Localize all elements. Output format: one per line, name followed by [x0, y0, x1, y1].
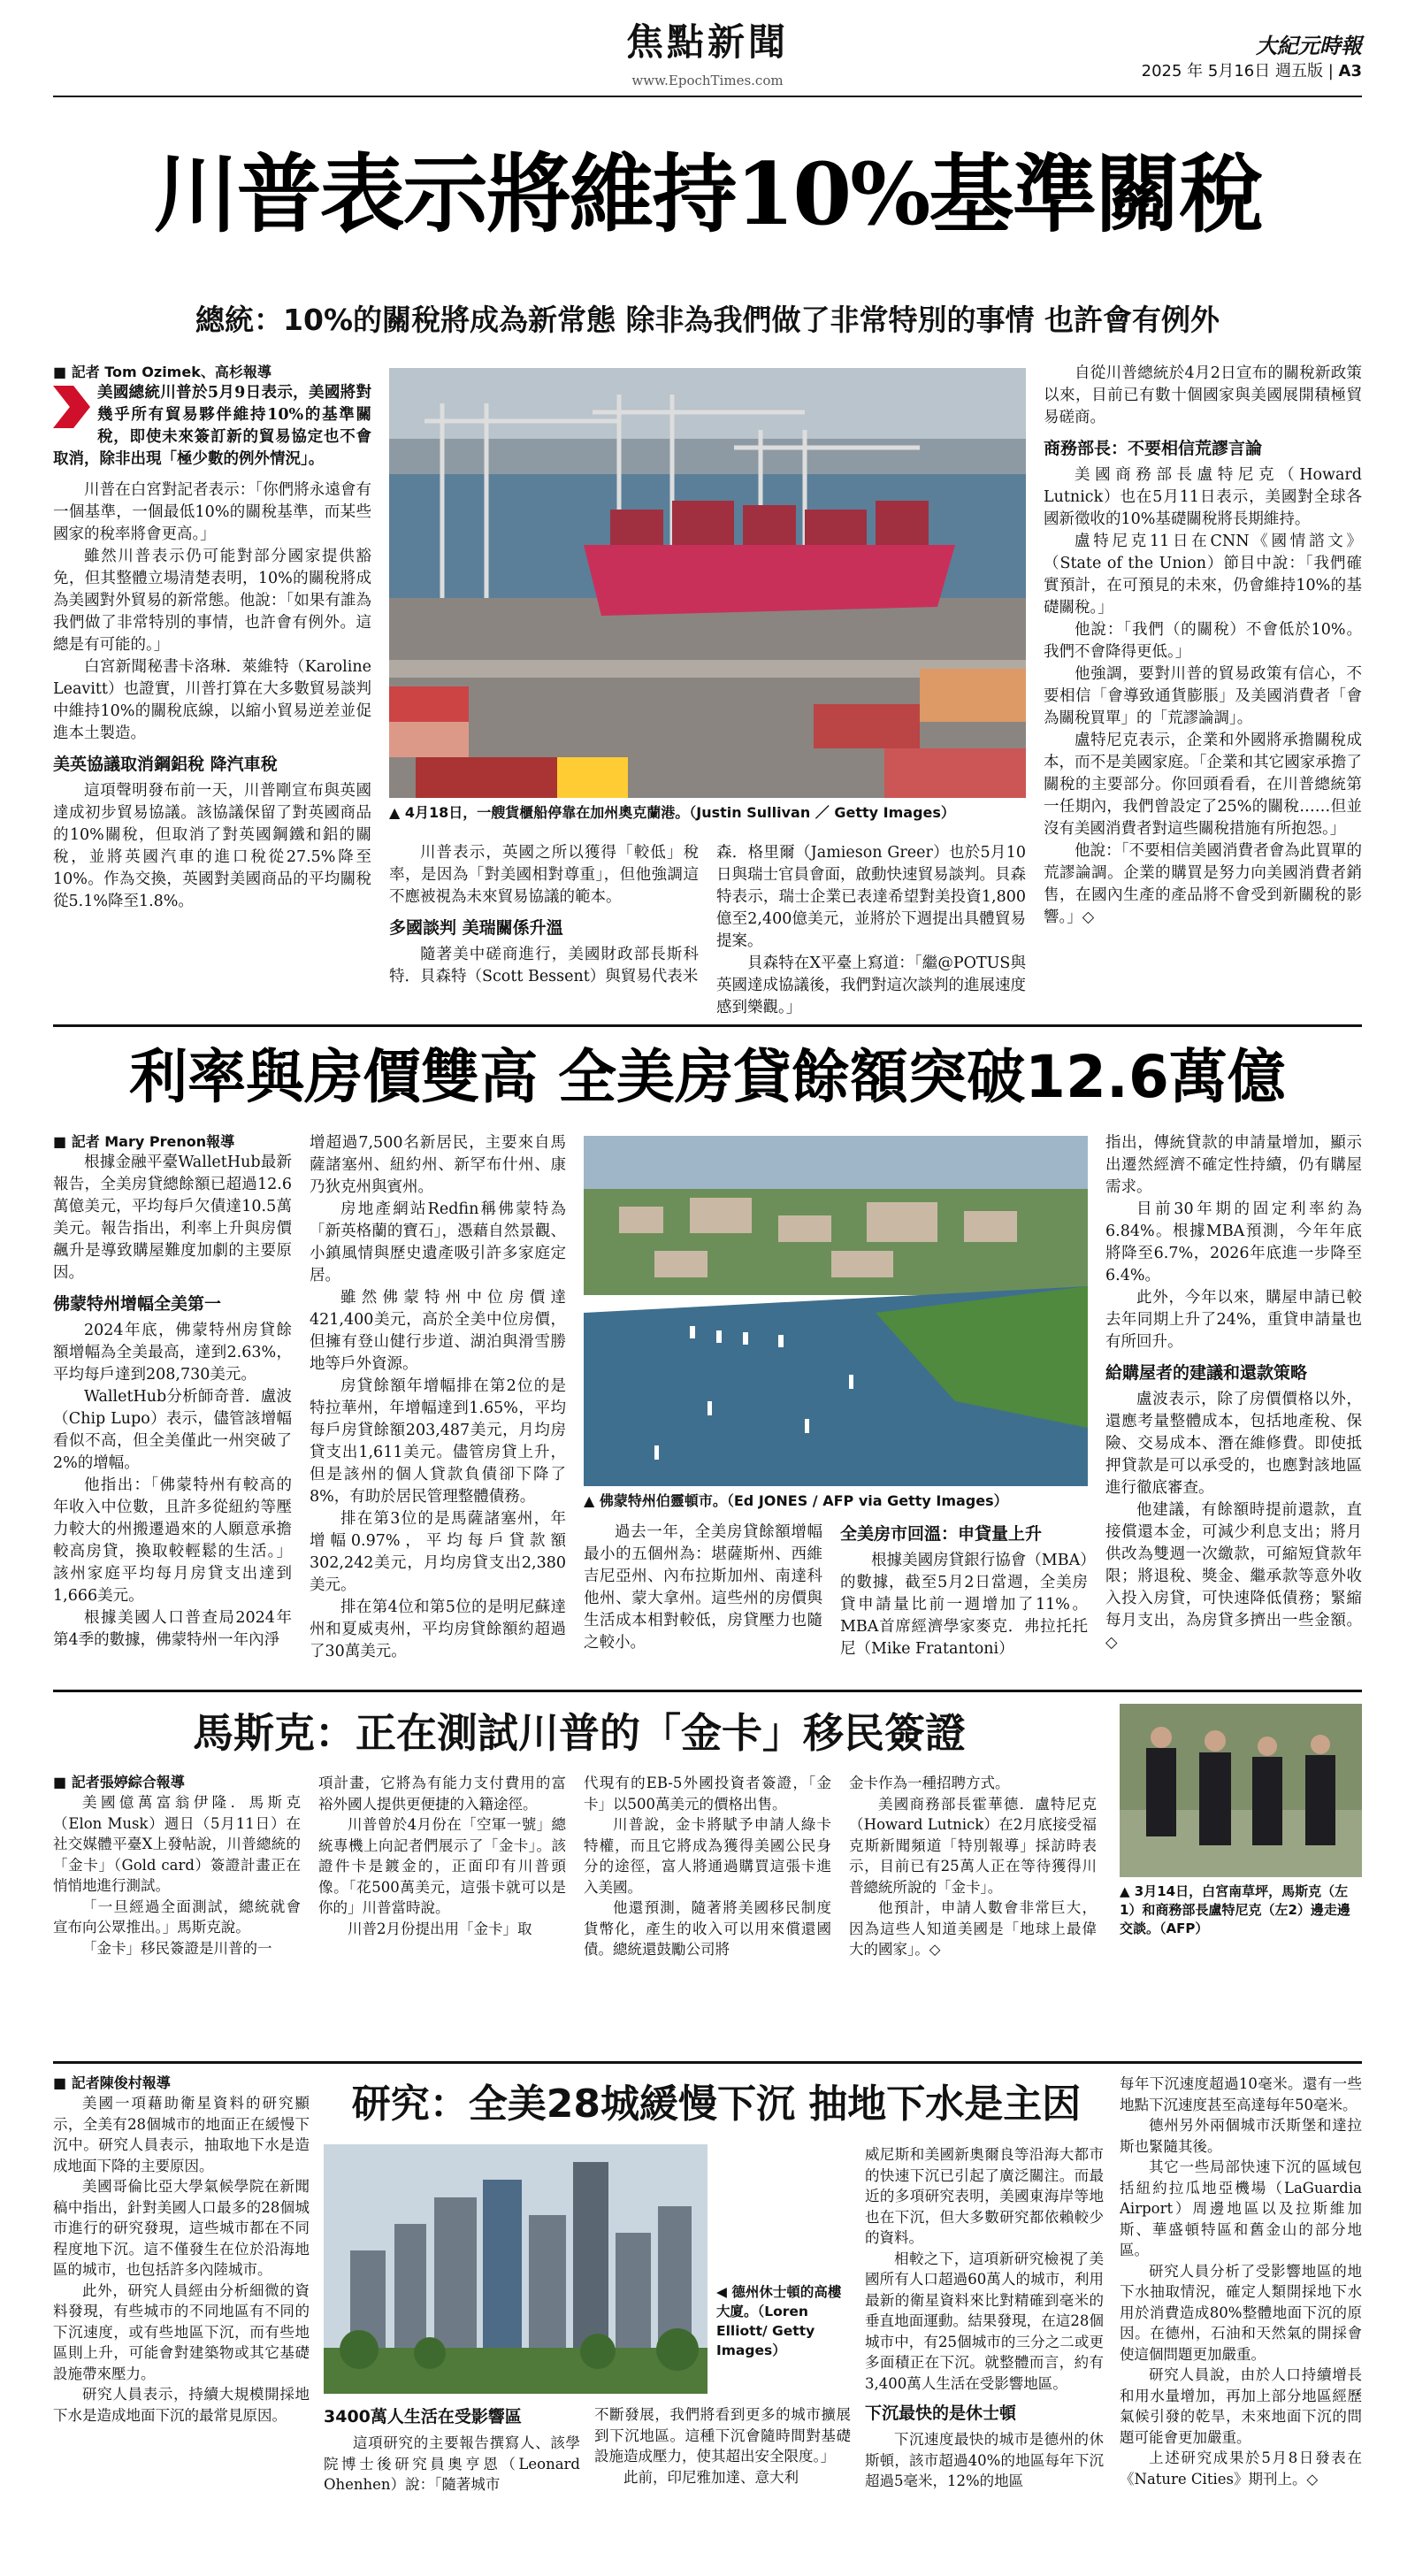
a1-p7: 貝森特在X平臺上寫道：「繼@POTUS與英國達成協議後，我們對這次談判的進展速度感到樂觀。」: [716, 954, 1026, 1016]
a4-byline: ■ 記者陳俊村報導: [53, 2074, 310, 2093]
a2-p3: WalletHub分析師奇普．盧波（Chip Lupo）表示，儘管該增幅看似不高，但全美僅此一州突破了2%的增幅。: [53, 1388, 292, 1472]
a3-col3: [584, 1773, 831, 2056]
a2-p7: 雖然佛蒙特州中位房價達421,400美元，高於全美中位房價，但擁有登山健行步道、湖泊與滑雪勝地等戶外資源。: [310, 1289, 566, 1373]
a3-p5b: 代現有的EB-5外國投資者簽證，「金卡」以500萬美元的價格出售。: [584, 1775, 831, 1813]
a2-p1: 根據金融平臺WalletHub最新報告，全美房貸總餘額已超過12.6萬億美元，平均每戶欠債達10.5萬美元。報告指出，利率上升與房價飆升是導致購屋難度加劇的主要原因。: [53, 1154, 292, 1282]
a2-p8: 房貸餘額年增幅排在第2位的是特拉華州，年增幅達到1.65%，平均每戶房貸餘額203,487美元，月均房貸支出1,611美元。儘管房貸上升，但是該州的個人貸款負債卻下降了8%，有助於居民管理整體債務。: [310, 1377, 566, 1506]
a3-photo-caption: ▲ 3月14日，白宮南草坪，馬斯克（左1）和商務部長盧特尼克（左2）邊走邊交談。（AFP）: [1120, 1883, 1350, 1936]
container-port-image: [389, 368, 1026, 798]
a2-p2: 2024年底，佛蒙特州房貸餘額增幅為全美最高，達到2.63%，平均每戶達到208,730美元。: [53, 1322, 292, 1384]
a4-col3: [594, 2404, 851, 2569]
a4-p1: 美國一項藉助衛星資料的研究顯示，全美有28個城市的地面正在緩慢下沉中。研究人員表示，抽取地下水是造成地面下降的主要原因。: [53, 2095, 310, 2174]
section-title: 焦點新聞: [625, 20, 789, 64]
a3-p3a: 「金卡」移民簽證是川普的一: [82, 1939, 272, 1957]
a3-p2: 「一旦經過全面測試，總統就會宣布向公眾推出。」馬斯克說。: [53, 1898, 301, 1936]
a2-p6: 房地產網站Redfin稱佛蒙特為「新英格蘭的寶石」，憑藉自然景觀、小鎮風情與歷史遺產吸引許多家庭定居。: [310, 1200, 566, 1284]
a2-byline: ■ 記者 Mary Prenon報導: [53, 1132, 292, 1152]
a2-subheading-1: 佛蒙特州增幅全美第一: [53, 1294, 222, 1314]
a2-p14: 此外，今年以來，購屋申請已較去年同期上升了24%，重貸申請量也有所回升。: [1105, 1289, 1362, 1351]
a2-p5b: 增超過7,500名新居民，主要來自馬薩諸塞州、紐約州、新罕布什州、康乃狄克州與賓州。: [310, 1134, 566, 1196]
aerial-town-image: [584, 1136, 1088, 1486]
a1-p12: 他強調，要對川普的貿易政策有信心，不要相信「會導致通貨膨脹」及美國消費者「會為關稅買單」的「荒謬論調」。: [1044, 665, 1362, 727]
a4-col5: [1120, 2074, 1362, 2569]
a2-p12a: 根據美國房貸銀行協會（MBA）的數據，截至5月2日當週，全美房貸申請量比前一週增加了11%。MBA首席經濟學家麥克．弗拉托托尼（Mike Fratantoni）: [840, 1552, 1088, 1658]
a4-photo-caption: ◀ 德州休士頓的高樓大廈。（Loren Elliott/ Getty Images）: [716, 2284, 842, 2358]
a1-p6b: 森．格里爾（Jamieson Greer）也於5月10日與瑞士官員會面，啟動快速貿易談判。貝森特表示，瑞士企業已表達希望對美投資1,800億至2,400億美元，並將於下週提出具體貿易提案。: [716, 844, 1026, 950]
page-number: A3: [1338, 62, 1362, 80]
a1-p3: 白宮新聞秘書卡洛琳．萊維特（Karoline Leavitt）也證實，川普打算在大多數貿易談判中維持10%的關稅底線，以縮小貿易逆差並促進本土製造。: [53, 658, 371, 742]
a2-p4: 他指出：「佛蒙特州有較高的年收入中位數，且許多從紐約等壓力較大的州搬遷過來的人願意承擔較高房貸，換取較輕鬆的生活。」該州家庭平均每月房貸支出達到1,666美元。: [53, 1476, 292, 1605]
a1-p13: 盧特尼克表示，企業和外國將承擔關稅成本，而不是美國家庭。「企業和其它國家承擔了關稅的主要部分。你回頭看看，在川普總統第一任期內，我們曾設定了25%的關稅……但並沒有美國消費者對這些關稅措施有所抱怨。」: [1044, 732, 1362, 838]
a2-col3: [584, 1522, 822, 1681]
a1-p14: 他說：「不要相信美國消費者會為此買單的荒謬論調。企業的購買是努力向美國消費者銷售，在國內生產的產品將不會受到新關稅的影響。」◇: [1044, 842, 1362, 926]
a1-col1: [53, 363, 371, 1017]
a2-photo-caption: ▲ 佛蒙特州伯靈頓市。（Ed JONES / AFP via Getty Images）: [584, 1492, 1008, 1509]
paper-logo: 大紀元時報: [1256, 33, 1362, 58]
a4-p6b: 威尼斯和美國新奧爾良等沿海大都市的快速下沉已引起了廣泛關注。而最近的多項研究表明，美國東海岸等地也在下沉，但大多數研究都依賴較少的資料。: [865, 2146, 1104, 2246]
a4-col2: [324, 2404, 580, 2569]
a1-p5: 川普表示，英國之所以獲得「較低」稅率，是因為「對美國相對尊重」，但他強調這不應被視為未來貿易協議的範本。: [389, 844, 699, 906]
a1-photo-port: [389, 368, 1026, 798]
a1-subheading-2: 多國談判 美瑞關係升溫: [389, 918, 563, 938]
a3-p3b: 項計畫，它將為有能力支付費用的富裕外國人提供更便捷的入籍途徑。: [318, 1775, 566, 1813]
a2-p11: 過去一年，全美房貸餘額增幅最小的五個州為：堪薩斯州、西維吉尼亞州、內布拉斯加州、南達科他州、蒙大拿州。這些州的房價與生活成本相對較低，房貸壓力也隨之較小。: [584, 1523, 822, 1652]
a4-p5a: 這項研究的主要報告撰寫人、該學院博士後研究員奧亨恩（Leonard Ohenhen）說：「隨著城市: [324, 2434, 580, 2493]
a3-p7b: 金卡作為一種招聘方式。: [849, 1775, 1010, 1791]
issue-date: 2025 年 5月16日 週五版: [1141, 62, 1323, 80]
a4-p9: 德州另外兩個城市沃斯堡和達拉斯也緊隨其後。: [1120, 2117, 1362, 2155]
a1-p9: 美國商務部長盧特尼克（Howard Lutnick）也在5月11日表示，美國對全球各國新徵收的10%基礎關稅將長期維持。: [1044, 466, 1362, 528]
header-rule: [53, 96, 1362, 97]
a3-p9: 他預計，申請人數會非常巨大，因為這些人知道美國是「地球上最偉大的國家」。◇: [849, 1899, 1097, 1958]
a1-subhead: 總統：10%的關稅將成為新常態 除非為我們做了非常特別的事情 也許會有例外: [195, 303, 1220, 337]
a2-headline: 利率與房價雙高 全美房貸餘額突破12.6萬億: [129, 1043, 1286, 1111]
date-separator: |: [1327, 62, 1339, 80]
a4-p4: 研究人員表示，持續大規模開採地下水是造成地面下沉的最常見原因。: [53, 2386, 310, 2424]
a4-p3: 此外，研究人員經由分析細微的資料發現，有些城市的不同地區有不同的下沉速度，或有些地區下沉，而有些地區則上升，可能會對建築物或其它基礎設施帶來壓力。: [53, 2281, 310, 2382]
a3-p5a: 川普2月份提出用「金卡」取: [348, 1920, 532, 1937]
a4-p12: 研究人員說，由於人口持續增長和用水量增加，再加上部分地區經歷氣候引發的乾旱，未來地面下沉的問題可能會更加嚴重。: [1120, 2366, 1362, 2446]
a1-col3: [716, 842, 1026, 1019]
a2-p9: 排在第3位的是馬薩諸塞州，年增幅0.97%，平均每戶貸款額302,242美元，月均房貸支出2,380美元。: [310, 1510, 566, 1594]
a1-p6a: 隨著美中磋商進行，美國財政部長斯科特．貝森特（Scott Bessent）與貿易代表米: [389, 946, 699, 985]
site-url: www.EpochTimes.com: [631, 73, 784, 88]
a4-p8a: 下沉速度最快的城市是德州的休斯頓，該市超過40%的地區每年下沉超過5毫米，12%的地區: [865, 2431, 1104, 2489]
a1-headline: 川普表示將維持10%基準關稅: [153, 144, 1262, 244]
a4-headline: 研究：全美28城緩慢下沉 抽地下水是主因: [351, 2082, 1082, 2127]
divider-3: [53, 2061, 1362, 2064]
a2-p13: 目前30年期的固定利率約為6.84%。根據MBA預測，今年年底將降至6.7%，2026年底進一步降至6.4%。: [1105, 1200, 1362, 1284]
a2-p10: 排在第4位和第5位的是明尼蘇達州和夏威夷州，平均房貸餘額約超過了30萬美元。: [310, 1598, 566, 1660]
a4-p10: 其它一些局部快速下沉的區域包括紐約拉瓜地亞機場（LaGuardia Airport）周邊地區以及拉斯維加斯、華盛頓特區和舊金山的部分地區。: [1120, 2158, 1362, 2258]
a2-col2: [310, 1132, 566, 1681]
a4-col1: [53, 2074, 310, 2569]
a4-col4: [865, 2144, 1104, 2569]
a3-p4: 川普曾於4月份在「空軍一號」總統專機上向記者們展示了「金卡」。該證件卡是鍍金的，正面印有川普頭像。「花500萬美元，這張卡就可以是你的」川普當時說。: [318, 1816, 566, 1916]
a1-p11: 他說：「我們（的關稅）不會低於10%。我們不會降得更低。」: [1044, 621, 1362, 661]
a4-p7: 相較之下，這項新研究檢視了美國所有人口超過60萬人的城市，利用最新的衛星資料來比對精確到毫米的垂直地面運動。結果發現，在這28個城市中，有25個城市的三分之二或更多面積正在下沉。就整體而言，約有3,400萬人生活在受影響地區。: [865, 2250, 1104, 2392]
a1-col4: [1044, 363, 1362, 1017]
a3-p6: 川普說，金卡將賦予申請人綠卡特權，而且它將成為獲得美國公民身分的途徑，富人將通過購買這張卡進入美國。: [584, 1816, 831, 1896]
a1-p2: 雖然川普表示仍可能對部分國家提供豁免，但其整體立場清楚表明，10%的關稅將成為美國對外貿易的新常態。他說：「如果有誰為我們做了非常特別的事情，也許會有例外。這總是有可能的。」: [53, 548, 371, 654]
a3-p8: 美國商務部長霍華德．盧特尼克（Howard Lutnick）在2月底接受福克斯新聞頻道「特別報導」採訪時表示，目前已有25萬人正在等待獲得川普總統所說的「金卡」。: [849, 1795, 1097, 1896]
a4-subheading-1: 3400萬人生活在受影響區: [324, 2407, 522, 2426]
divider-1: [53, 1024, 1362, 1027]
city-skyline-image: [324, 2144, 708, 2394]
a2-col5: [1105, 1132, 1362, 1681]
a1-p8: 自從川普總統於4月2日宣布的關稅新政策以來，目前已有數十個國家與美國展開積極貿易磋商。: [1044, 364, 1362, 426]
a4-p6a: 此前，印尼雅加達、意大利: [623, 2468, 799, 2486]
a1-p10: 盧特尼克11日在CNN《國情諮文》（State of the Union）節目中說：「我們確實預計，在可預見的未來，仍會維持10%的基礎關稅。」: [1044, 533, 1362, 617]
a3-p7a: 他還預測，隨著將美國移民制度貨幣化，產生的收入可以用來償還國債。總統還鼓勵公司將: [584, 1899, 831, 1958]
a2-subheading-3: 給購屋者的建議和還款策略: [1105, 1363, 1308, 1383]
a4-p11: 研究人員分析了受影響地區的地下水抽取情況，確定人類開採地下水用於消費造成80%整體地面下沉的原因。在德州，石油和天然氣的開採會使這個問題更加嚴重。: [1120, 2262, 1362, 2363]
a3-byline: ■ 記者張婷綜合報導: [53, 1773, 301, 1792]
divider-2: [53, 1690, 1362, 1692]
a2-p5a: 根據美國人口普查局2024年第4季的數據，佛蒙特州一年內淨: [53, 1609, 292, 1649]
a4-subheading-2: 下沉最快的是休士頓: [865, 2404, 1017, 2423]
a2-subheading-2: 全美房市回溫：申貸量上升: [840, 1524, 1043, 1544]
a4-photo-houston: [324, 2144, 708, 2394]
a3-col1: [53, 1773, 301, 2056]
a2-col1: [53, 1132, 292, 1681]
a2-col4: [840, 1522, 1088, 1681]
a4-p2: 美國哥倫比亞大學氣候學院在新聞稿中指出，針對美國人口最多的28個城市進行的研究發現，這些城市都在不同程度地下沉。這不僅發生在位於沿海地區的城市，也包括許多內陸城市。: [53, 2178, 310, 2278]
a1-col2: [389, 842, 699, 1019]
a2-p16: 他建議，有餘額時提前還款，直接償還本金，可減少利息支出；將月供改為雙週一次繳款，可縮短貸款年限；將退稅、獎金、繼承款等意外收入投入房貸，可快速降低債務；緊縮每月支出，為房貸多擠出一些金額。◇: [1105, 1501, 1362, 1652]
a1-subheading-1: 美英協議取消鋼鋁稅 降汽車稅: [53, 755, 278, 774]
a1-lead: 美國總統川普於5月9日表示，美國將對幾乎所有貿易夥伴維持10%的基準關稅，即使未來簽訂新的貿易協定也不會取消，除非出現「極少數的例外情況」。: [53, 384, 371, 468]
a1-subheading-3: 商務部長：不要相信荒謬言論: [1044, 439, 1263, 458]
a4-p13: 上述研究成果於5月8日發表在《Nature Cities》期刊上。◇: [1120, 2450, 1362, 2488]
a1-byline: ■ 記者 Tom Ozimek、高杉報導: [53, 363, 371, 382]
a1-photo-caption: ▲ 4月18日，一艘貨櫃船停靠在加州奧克蘭港。（Justin Sullivan ／ Getty Images）: [389, 804, 955, 821]
two-men-walking-image: [1120, 1704, 1362, 1877]
a2-p15: 盧波表示，除了房價價格以外，還應考量整體成本，包括地產稅、保險、交易成本、潛在維修費。即使抵押貸款是可以承受的，也應對該地區進行徹底審查。: [1105, 1391, 1362, 1497]
a3-p1: 美國億萬富翁伊隆．馬斯克（Elon Musk）週日（5月11日）在社交媒體平臺X上發帖說，川普總統的「金卡」（Gold card）簽證計畫正在悄悄地進行測試。: [53, 1794, 301, 1894]
a1-lead-wrap: [53, 382, 371, 471]
header-dateline: [1044, 58, 1362, 81]
a1-p1: 川普在白宮對記者表示：「你們將永遠會有一個基準，一個最低10%的關稅基準，而某些國家的稅率將會更高。」: [53, 481, 371, 543]
a4-p8b: 每年下沉速度超過10毫米。還有一些地點下沉速度甚至高達每年50毫米。: [1120, 2075, 1362, 2113]
a3-headline: 馬斯克：正在測試川普的「金卡」移民簽證: [193, 1709, 966, 1757]
a3-photo-walk: [1120, 1704, 1362, 1877]
a2-p12b: 指出，傳統貸款的申請量增加，顯示出遷然經濟不確定性持續，仍有購屋需求。: [1105, 1134, 1362, 1196]
a2-photo-burlington: [584, 1136, 1088, 1486]
a4-p5b: 不斷發展，我們將看到更多的城市擴展到下沉地區。這種下沉會隨時間對基礎設施造成壓力，使其超出安全限度。」: [594, 2406, 851, 2465]
a3-col2: [318, 1773, 566, 2056]
a1-p4: 這項聲明發布前一天，川普剛宣布與英國達成初步貿易協議。該協議保留了對英國商品的10%關稅，但取消了對英國鋼鐵和鋁的關稅，並將英國汽車的進口稅從27.5%降至10%。作為交換，英國對美國商品的平均關稅從5.1%降至1.8%。: [53, 782, 371, 910]
a3-col4: [849, 1773, 1097, 2056]
